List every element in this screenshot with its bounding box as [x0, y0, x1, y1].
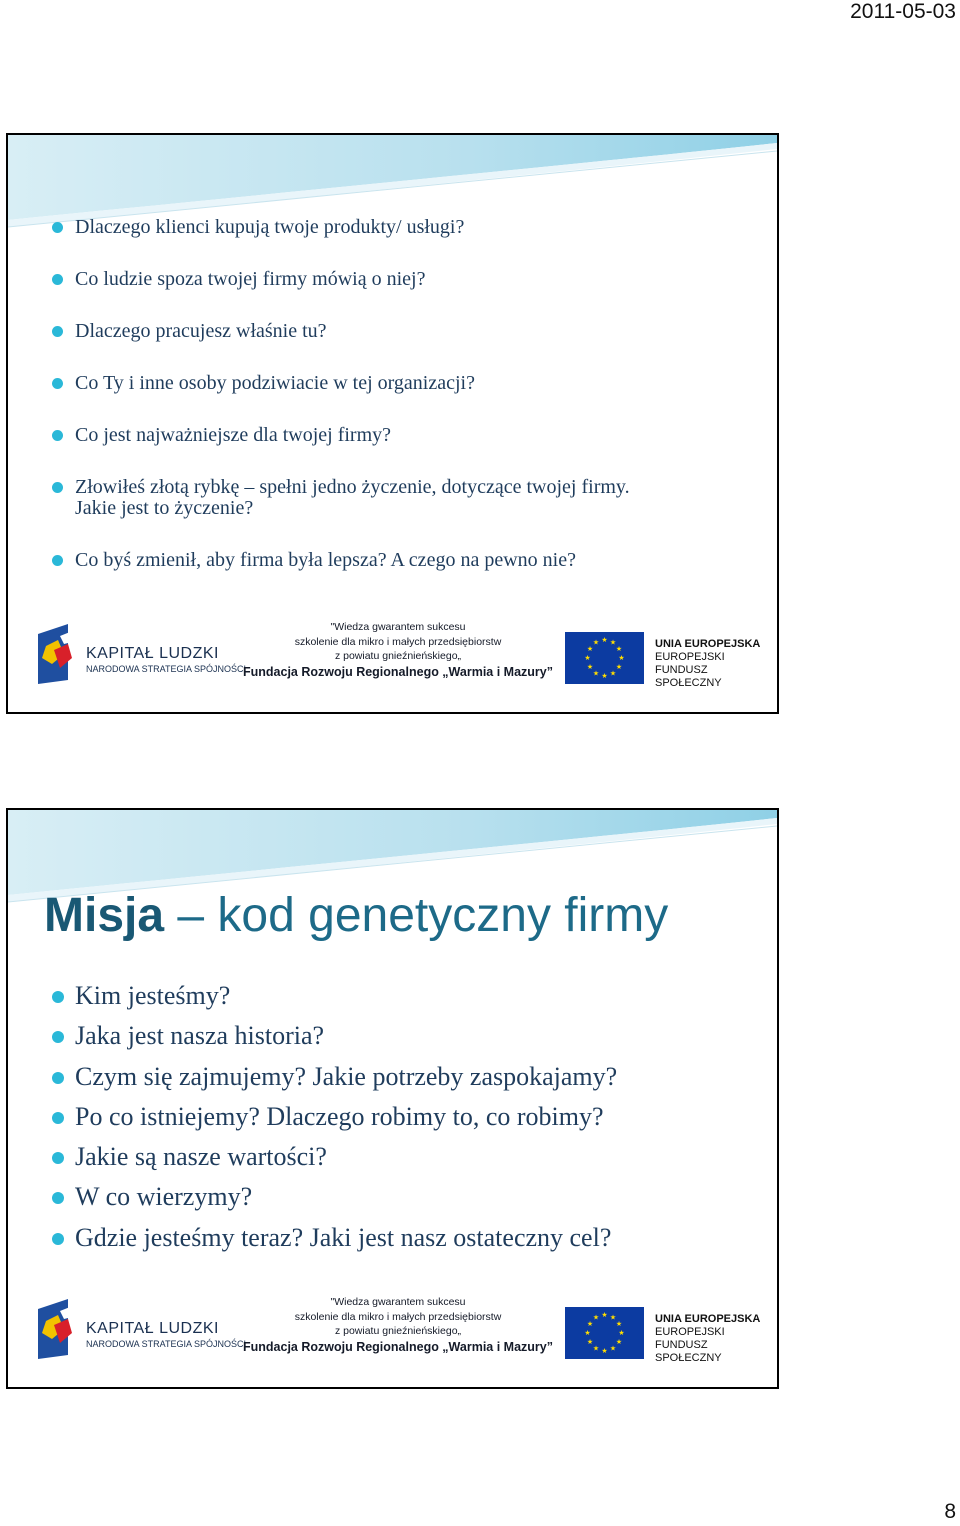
list-item — [52, 550, 630, 571]
bullet-text: Jakie są nasze wartości? — [75, 1142, 327, 1172]
list-item — [52, 321, 630, 342]
bullet-text: Złowiłeś złotą rybkę – spełni jedno życzenie, dotyczące twojej firmy. — [75, 476, 630, 498]
list-item — [52, 1020, 617, 1052]
list-item — [52, 217, 630, 238]
eu-line-2: EUROPEJSKI — [655, 1326, 725, 1338]
bullet-icon — [52, 1031, 64, 1043]
bullet-icon — [52, 991, 64, 1003]
bullet-text: Co jest najważniejsze dla twojej firmy? — [75, 424, 392, 446]
list-item — [52, 1222, 617, 1254]
bullet-text: W co wierzymy? — [75, 1182, 253, 1212]
bullet-text: Gdzie jesteśmy teraz? Jaki jest nasz ostateczny cel? — [75, 1222, 612, 1252]
bullet-text: Co ludzie spoza twojej firmy mówią o niej? — [75, 268, 426, 290]
bullet-icon — [52, 1192, 64, 1204]
list-item — [52, 477, 630, 519]
bullet-text: Dlaczego klienci kupują twoje produkty/ usługi? — [75, 216, 465, 238]
list-item — [52, 1061, 617, 1093]
title-rest: – kod genetyczny firmy — [164, 889, 669, 942]
eu-line-1: UNIA EUROPEJSKA — [655, 638, 761, 650]
svg-text:★: ★ — [586, 663, 594, 671]
eu-line-1: UNIA EUROPEJSKA — [655, 1313, 761, 1325]
project-line-1: "Wiedza gwarantem sukcesu — [330, 1296, 466, 1308]
svg-text:★: ★ — [609, 1344, 617, 1353]
project-info — [230, 620, 566, 681]
bullet-text: Czym się zajmujemy? Jakie potrzeby zaspokajamy? — [75, 1061, 618, 1091]
bullet-icon — [52, 1072, 64, 1084]
svg-text:★: ★ — [601, 1347, 608, 1355]
kapital-ludzki-subtitle: NARODOWA STRATEGIA SPÓJNOŚCI — [86, 1339, 247, 1349]
kapital-ludzki-logo-icon — [38, 1299, 80, 1359]
kapital-ludzki-title: KAPITAŁ LUDZKI — [86, 1320, 219, 1337]
bullet-text: Kim jesteśmy? — [75, 981, 231, 1010]
eu-line-2: EUROPEJSKI — [655, 651, 725, 663]
bullet-icon — [52, 555, 63, 566]
svg-text:★: ★ — [601, 672, 608, 680]
svg-text:★: ★ — [592, 638, 600, 647]
eu-line-3: FUNDUSZ SPOŁECZNY — [655, 664, 722, 689]
bullet-icon — [52, 1152, 64, 1164]
svg-text:★: ★ — [615, 1338, 623, 1346]
svg-text:★: ★ — [584, 654, 591, 662]
svg-text:★: ★ — [615, 1320, 623, 1328]
list-item — [52, 1181, 617, 1213]
project-info — [230, 1295, 566, 1356]
slide-footer — [8, 612, 777, 712]
bullet-text: Dlaczego pracujesz właśnie tu? — [75, 320, 327, 342]
page-number: 8 — [944, 1500, 956, 1523]
bullet-text: Jaka jest nasza historia? — [75, 1021, 325, 1051]
slide1-bullet-list — [52, 217, 630, 602]
list-item — [52, 269, 630, 290]
bullet-text: Co byś zmienił, aby firma była lepsza? A czego na pewno nie? — [75, 549, 576, 571]
slide2-bullet-list — [52, 980, 617, 1262]
svg-text:★: ★ — [586, 1320, 594, 1328]
svg-text:★: ★ — [615, 645, 623, 653]
bullet-icon — [52, 1233, 64, 1245]
svg-text:★: ★ — [601, 1311, 608, 1319]
foundation-name: Fundacja Rozwoju Regionalnego „Warmia i Mazury” — [243, 1339, 553, 1354]
project-line-3: z powiatu gnieźnieńskiego„ — [334, 650, 462, 662]
kapital-ludzki-text — [86, 645, 246, 674]
title-keyword: Misja — [44, 889, 165, 942]
slide-1 — [6, 133, 779, 714]
kapital-ludzki-logo-icon — [38, 624, 80, 684]
svg-text:★: ★ — [584, 1329, 591, 1337]
eu-flag-icon — [565, 632, 644, 684]
list-item — [52, 425, 630, 446]
project-line-1: "Wiedza gwarantem sukcesu — [330, 621, 466, 633]
eu-text — [655, 1313, 777, 1365]
svg-text:★: ★ — [618, 654, 625, 662]
svg-text:★: ★ — [592, 1344, 600, 1353]
slide-2 — [6, 808, 779, 1389]
bullet-icon — [52, 274, 63, 285]
svg-text:★: ★ — [586, 645, 594, 653]
svg-text:★: ★ — [618, 1329, 625, 1337]
project-line-3: z powiatu gnieźnieńskiego„ — [334, 1325, 462, 1337]
slide-title — [44, 888, 668, 943]
kapital-ludzki-text — [86, 1320, 246, 1349]
svg-text:★: ★ — [592, 1313, 600, 1322]
bullet-icon — [52, 222, 63, 233]
list-item — [52, 980, 617, 1012]
svg-text:★: ★ — [586, 1338, 594, 1346]
svg-text:★: ★ — [609, 638, 617, 647]
svg-text:★: ★ — [592, 669, 600, 678]
bullet-icon — [52, 326, 63, 337]
kapital-ludzki-title: KAPITAŁ LUDZKI — [86, 645, 219, 662]
list-item — [52, 373, 630, 394]
bullet-text-continued: Jakie jest to życzenie? — [75, 497, 254, 519]
foundation-name: Fundacja Rozwoju Regionalnego „Warmia i Mazury” — [243, 664, 553, 679]
svg-text:★: ★ — [609, 1313, 617, 1322]
bullet-icon — [52, 482, 63, 493]
bullet-icon — [52, 378, 63, 389]
svg-text:★: ★ — [601, 636, 608, 644]
header-date: 2011-05-03 — [850, 0, 956, 23]
project-line-2: szkolenie dla mikro i małych przedsiębiorstw — [294, 1310, 502, 1323]
list-item — [52, 1101, 617, 1133]
kapital-ludzki-subtitle: NARODOWA STRATEGIA SPÓJNOŚCI — [86, 664, 247, 674]
svg-text:★: ★ — [615, 663, 623, 671]
eu-flag-icon — [565, 1307, 644, 1359]
list-item — [52, 1141, 617, 1173]
bullet-text: Po co istniejemy? Dlaczego robimy to, co robimy? — [75, 1101, 604, 1131]
project-line-2: szkolenie dla mikro i małych przedsiębiorstw — [294, 635, 502, 648]
eu-text — [655, 638, 777, 690]
eu-line-3: FUNDUSZ SPOŁECZNY — [655, 1339, 722, 1364]
svg-text:★: ★ — [609, 669, 617, 678]
bullet-icon — [52, 430, 63, 441]
bullet-text: Co Ty i inne osoby podziwiacie w tej organizacji? — [75, 372, 475, 394]
bullet-icon — [52, 1112, 64, 1124]
slide-footer — [8, 1287, 777, 1387]
